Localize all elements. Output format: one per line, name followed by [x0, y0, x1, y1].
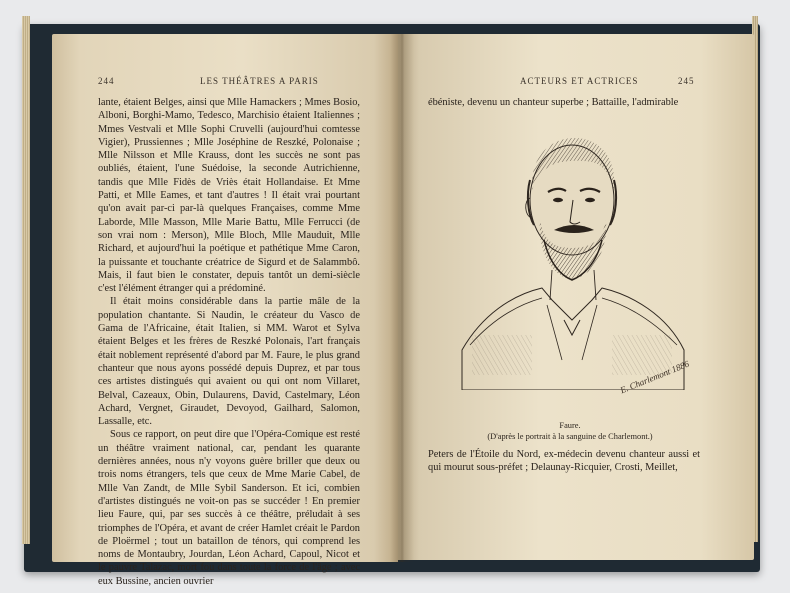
portrait-caption	[440, 420, 700, 442]
left-page-body	[98, 96, 360, 588]
caption-title: Faure.	[559, 421, 581, 430]
artist-signature: E. Charlemont 1886	[618, 358, 691, 396]
caption-source: (D'après le portrait à la sanguine de Charlemont.)	[487, 432, 653, 441]
left-paragraph-2: Il était moins considérable dans la partie mâle de la population chantante. Si Naudin, le créateur du Vasco de Gama de l'Africaine, était Italien, si MM. Warot et Sylva étaient Belges et les frères de Reszké Polonais, l'art français était noblement représenté d'abord par M. Faure, le plus grand chanteur que nous ayons possédé depuis Duprez, et par tous ces artistes distingués qui avaient ou qui ont nom Villaret, Belval, Cazeaux, Obin, Dulaurens, David, Castelmary, Léon Achard, Vergnet, Giraudet, Devoyod, Gailhard, Salomon, Lassalle, etc.	[98, 296, 360, 428]
left-page-number: 244	[98, 76, 115, 86]
portrait-engraving	[452, 120, 688, 390]
left-paragraph-1: lante, étaient Belges, ainsi que Mlle Hamackers ; Mmes Bosio, Alboni, Borghi-Mamo, Tedesco, Marchisio étaient Italiennes ; Mmes Vestvali et Mlle Sophi Cruvelli (aujourd'hui comtesse Vigier), Prussiennes ; Mlle Joséphine de Reszké, Polonaise ; Mlle Nilsson et Mlle Krauss, dont les succès ne sont pas oubliés, étaient, l'une Suédoise, la seconde Autrichienne, tandis que Mlle Fidès de Vriès était Hollandaise. Et Mme Patti, et Mlle Eames, et tant d'autres ! Il était vrai pourtant qu'on avait par-ci par-là quelques Françaises, comme Mme Laborde, Mlle Masson, Mlle Marie Battu, Mlle Ferrucci (de son vrai nom : Merson), Mlle Bloch, Mlle Mauduit, Mlle Richard, et aujourd'hui la poétique et pathétique Mme Caron, la puissante et touchante créatrice de Sigurd et de Salammbô. Mais, il faut bien le constater, depuis tantôt un demi-siècle c'est l'élément étranger qui a prédominé.	[98, 97, 360, 295]
right-running-head: ACTEURS ET ACTRICES	[520, 76, 639, 86]
left-page-edges	[22, 16, 30, 544]
left-running-head: LES THÉÂTRES A PARIS	[200, 76, 319, 86]
right-top-line: ébéniste, devenu un chanteur superbe ; Battaille, l'admirable	[428, 97, 679, 108]
right-bottom-text	[428, 448, 700, 475]
left-paragraph-3: Sous ce rapport, on peut dire que l'Opéra-Comique est resté un théâtre vraiment national, car, pendant les quarante dernières années, nous n'y voyons guère briller que deux ou trois noms étrangers, tels que ceux de Mme Marie Cabel, de Mlle Van Zandt, de Mlle Sybil Sanderson. Et ici, combien d'artistes distingués ne voit-on pas se succéder ! En premier lieu Faure, qui, par ses succès à ce théâtre, préludait à ses triomphes de l'Opéra, et avant de créer Hamlet créait le Pardon de Ploërmel ; tout un bataillon de ténors, qui comprend les noms de Montaubry, Jourdan, Léon Achard, Capoul, Nicot et le pauvre Talazac, mort fou dans toute la force de l'âge ; avec eux Bussine, ancien ouvrier	[98, 429, 360, 587]
right-bottom-paragraph: Peters de l'Étoile du Nord, ex-médecin devenu chanteur aussi et qui mourut sous-préfet ; Delaunay-Ricquier, Crosti, Meillet,	[428, 449, 700, 474]
right-page-number: 245	[678, 76, 695, 86]
